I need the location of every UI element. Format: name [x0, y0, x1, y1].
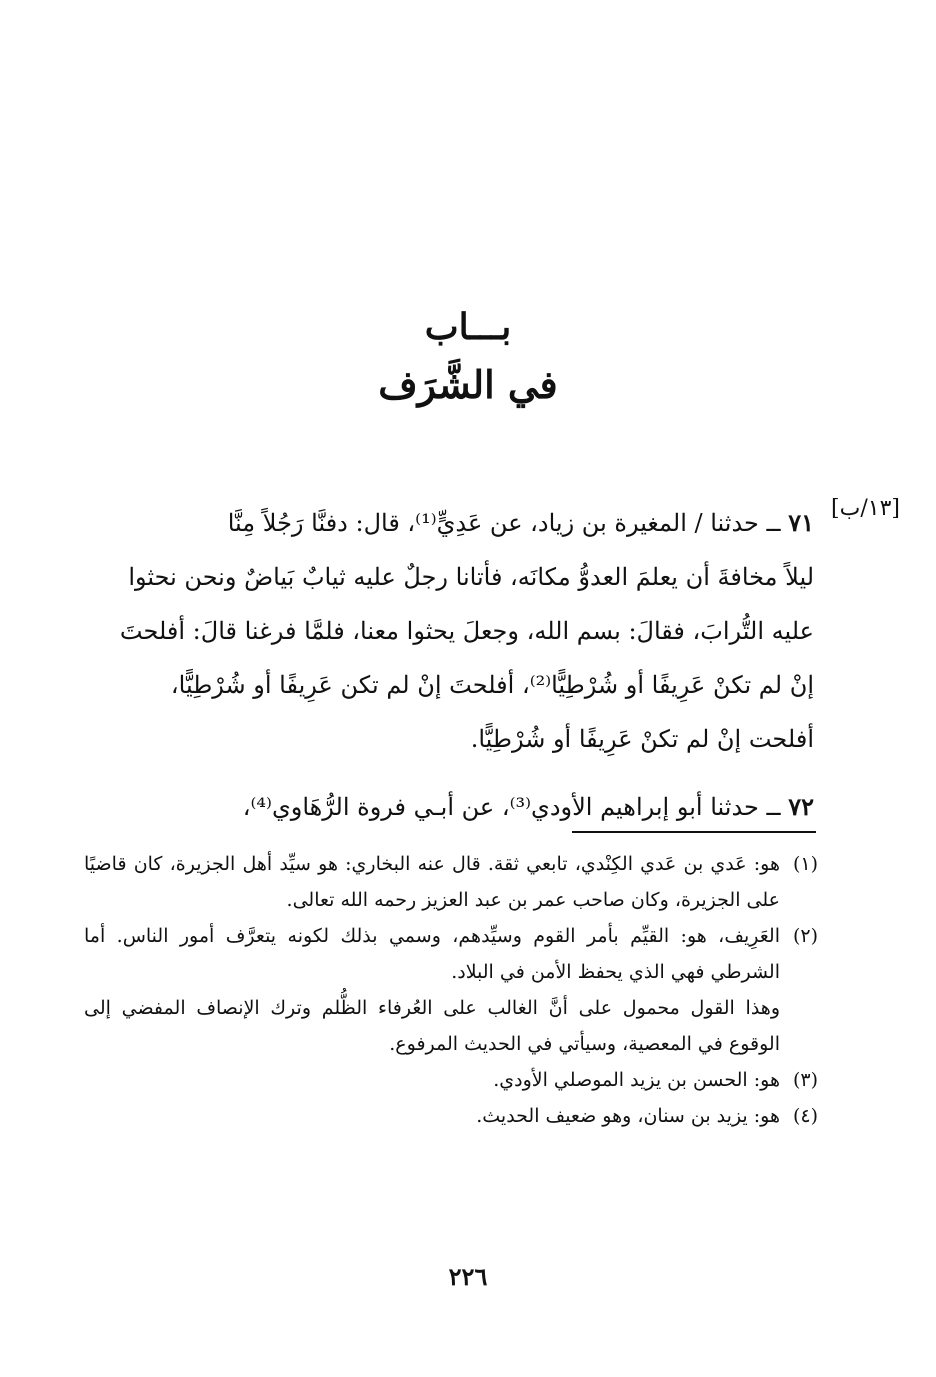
footnote-divider	[572, 831, 816, 833]
hadith-71-line-3: عليه التُّرابَ، فقالَ: بسم الله، وجعلَ يحثوا معنا، فلمَّا فرغنا قالَ: أفلحتَ	[119, 617, 814, 645]
footnote-text: وهذا القول محمول على أنَّ الغالب على العُرفاء الظُّلم وترك الإنصاف المفضي إلى الوقوع في المعصية، وسيأتي في الحديث المرفوع.	[84, 997, 780, 1055]
hadith-number: ٧٢	[788, 792, 814, 821]
hadith-71-line-4: إنْ لم تكنْ عَرِيفًا أو شُرْطِيًّا⁽²⁾، أفلحتَ إنْ لم تكن عَرِيفًا أو شُرْطِيًّا،	[170, 671, 814, 699]
footnote-number: (٢)	[792, 925, 818, 947]
footnote-text: العَرِيف، هو: القيِّم بأمر القوم وسيِّدهم، وسمي بذلك لكونه يتعرَّف أمور الناس. أما الشرطي فهي الذي يحفظ الأمن في البلاد.	[84, 925, 780, 983]
footnote-4	[84, 1098, 818, 1134]
footnote-2	[84, 918, 818, 1062]
footnote-number: (٣)	[792, 1069, 818, 1091]
chapter-title: في الشَّرَف	[378, 362, 558, 407]
footnote-text: هو: عَدي بن عَدي الكِنْدي، تابعي ثقة. قال عنه البخاري: هو سيِّد أهل الجزيرة، كان قاضيًا على الجزيرة، وكان صاحب عمر بن عبد العزيز رحمه الله تعالى.	[84, 853, 780, 911]
hadith-71-line-2: ليلاً مخافةَ أن يعلمَ العدوُّ مكانَه، فأتانا رجلٌ عليه ثيابٌ بَياضٌ ونحن نحثوا	[128, 563, 814, 591]
footnote-1	[84, 846, 818, 918]
chapter-label: بـــاب	[424, 306, 512, 348]
folio-marker: [١٣/ب]	[831, 496, 900, 521]
footnote-text: هو: يزيد بن سنان، وهو ضعيف الحديث.	[476, 1105, 780, 1127]
main-text	[78, 496, 814, 834]
footnote-number: (٤)	[792, 1105, 818, 1127]
footnote-number: (١)	[792, 853, 818, 875]
page-number: ٢٢٦	[448, 1262, 488, 1291]
hadith-71-line-5: أفلحت إنْ لم تكنْ عَرِيفًا أو شُرْطِيًّا.	[470, 725, 814, 753]
footnotes	[84, 846, 818, 1134]
hadith-number: ٧١	[788, 508, 814, 537]
hadith-72-line-1: ٧٢ ــ حدثنا أبو إبراهيم الأودي⁽³⁾، عن أبـي فروة الرُّهَاوي⁽⁴⁾،	[242, 792, 814, 821]
hadith-71-line-1: ٧١ ــ حدثنا / المغيرة بن زياد، عن عَدِيٍّ⁽¹⁾، قال: دفنَّا رَجُلاً مِنَّا	[227, 508, 814, 537]
footnote-3	[84, 1062, 818, 1098]
footnote-text: هو: الحسن بن يزيد الموصلي الأودي.	[493, 1069, 780, 1091]
